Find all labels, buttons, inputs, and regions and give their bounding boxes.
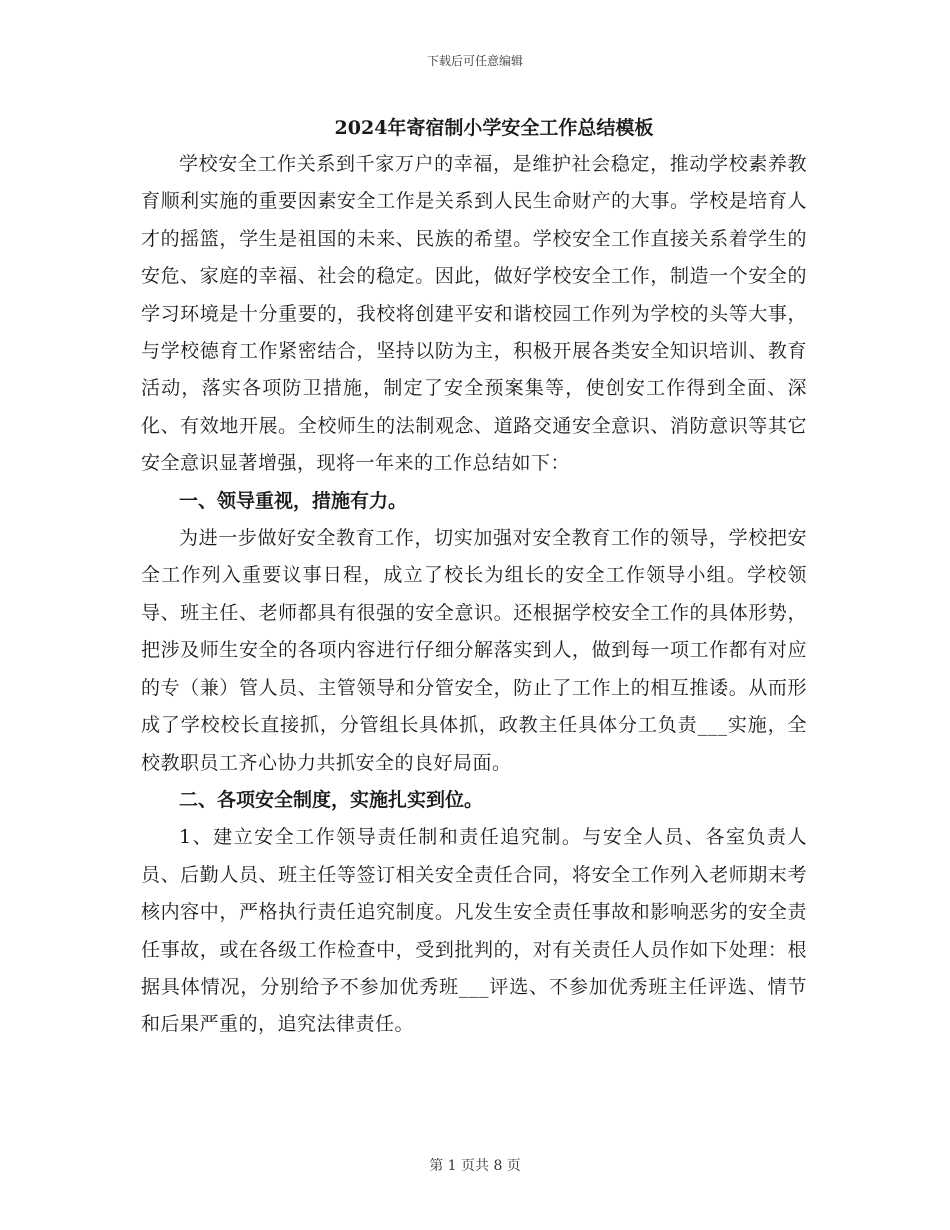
page-footer: 第 1 页共 8 页 [429,1158,521,1174]
section-1-heading: 一、领导重视，措施有力。 [179,489,408,512]
document-title: 2024年寄宿制小学安全工作总结模板 [334,117,654,139]
section-2-heading: 二、各项安全制度，实施扎实到位。 [179,788,484,811]
document-body [141,110,807,1044]
section-2-item-1-paragraph: 1、建立安全工作领导责任制和责任追究制。与安全人员、各室负责人员、后勤人员、班主任等签订相关安全责任合同，将安全工作列入老师期末考核内容中，严格执行责任追究制度。凡发生安全责任事故和影响恶劣的安全责任事故，或在各级工作检查中，受到批判的，对有关责任人员作如下处理：根据具体情况，分别给予不参加优秀班___评选、不参加优秀班主任评选、情节和后果严重的，追究法律责任。 [141,826,807,1036]
section-1-paragraph: 为进一步做好安全教育工作，切实加强对安全教育工作的领导，学校把安全工作列入重要议事日程，成立了校长为组长的安全工作领导小组。学校领导、班主任、老师都具有很强的安全意识。还根据学校安全工作的具体形势，把涉及师生安全的各项内容进行仔细分解落实到人，做到每一项工作都有对应的专（兼）管人员、主管领导和分管安全，防止了工作上的相互推诿。从而形成了学校校长直接抓，分管组长具体抓，政教主任具体分工负责___实施，全校教职员工齐心协力共抓安全的良好局面。 [141,527,807,774]
page-header: 下载后可任意编辑 [426,54,523,68]
intro-paragraph: 学校安全工作关系到千家万户的幸福，是维护社会稳定，推动学校素养教育顺利实施的重要因素安全工作是关系到人民生命财产的大事。学校是培育人才的摇篮，学生是祖国的未来、民族的希望。学校安全工作直接关系着学生的安危、家庭的幸福、社会的稳定。因此，做好学校安全工作，制造一个安全的学习环境是十分重要的，我校将创建平安和谐校园工作列为学校的头等大事，与学校德育工作紧密结合，坚持以防为主，积极开展各类安全知识培训、教育活动，落实各项防卫措施，制定了安全预案集等，使创安工作得到全面、深化、有效地开展。全校师生的法制观念、道路交通安全意识、消防意识等其它安全意识显著增强，现将一年来的工作总结如下： [141,153,807,475]
